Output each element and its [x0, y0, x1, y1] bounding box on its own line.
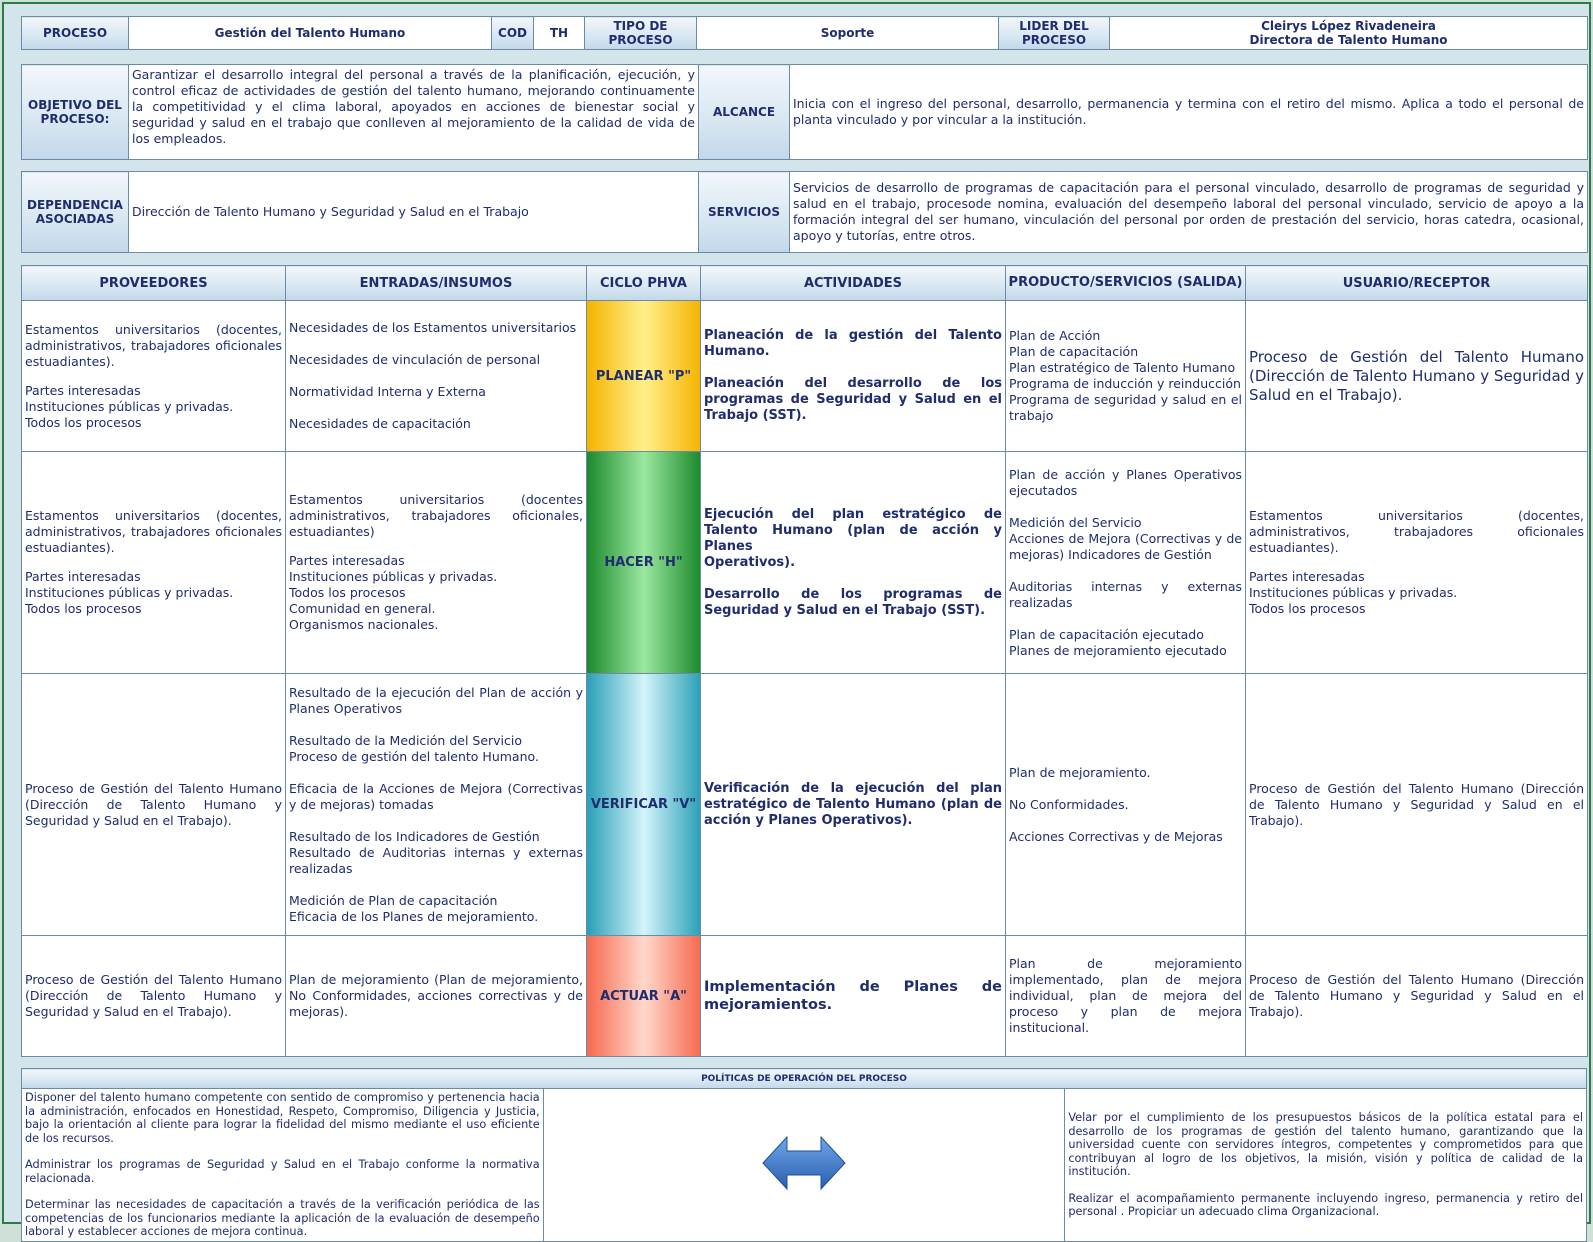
- text-line: Normatividad Interna y Externa: [289, 384, 486, 399]
- dependencia-text: Dirección de Talento Humano y Seguridad y Salud en el Trabajo: [129, 172, 699, 253]
- planear-usuario: Proceso de Gestión del Talento Humano (Dirección de Talento Humano y Seguridad y Salud en el Trabajo).: [1246, 301, 1588, 452]
- objetivo-text: Garantizar el desarrollo integral del personal a través de la planificación, ejecución, y control eficaz de actividades de gestión del talento humano, mejorando continuamente la competitividad y el clima laboral, apoyados en acciones de bienestar social y seguridad y salud en el trabajo que conlleven al mejoramiento de la calidad de vida de los empleados.: [129, 65, 699, 160]
- row-actuar: [22, 936, 1588, 1057]
- hacer-entradas: [286, 452, 587, 674]
- text-line: Determinar las necesidades de capacitación a través de la verificación periódica de las competencias de los funcionarios mediante la aplicación de la evaluación de desempeño laboral y establecer acciones de mejora continua.: [25, 1198, 540, 1238]
- text-line: Plan de capacitación ejecutado: [1009, 626, 1204, 642]
- politicas-title: POLÍTICAS DE OPERACIÓN DEL PROCESO: [22, 1069, 1587, 1089]
- verificar-actividades: Verificación de la ejecución del plan estratégico de Talento Humano (plan de acción y Planes Operativos).: [701, 674, 1006, 936]
- text-line: Velar por el cumplimiento de los presupuestos básicos de la política estatal para el desarrollo de los programas de gestión del talento humano, garantizando que la universidad cuente con servidores íntegros, competentes y comprometidos para que contribuyan al logro de los objetivos, la misión, visión y política de calidad de la institución.: [1068, 1111, 1583, 1178]
- double-arrow-icon: [543, 1089, 1065, 1242]
- lider-cell: [1110, 17, 1588, 50]
- objetivo-label: OBJETIVO DEL PROCESO:: [22, 65, 129, 160]
- hacer-producto: [1006, 452, 1246, 674]
- actuar-producto: Plan de mejoramiento implementado, plan de mejora individual, plan de mejora del proceso y plan de mejora institucional.: [1006, 936, 1246, 1057]
- text-line: Todos los procesos: [25, 601, 142, 616]
- text-line: Partes interesadas: [25, 569, 141, 584]
- row-hacer: [22, 452, 1588, 674]
- text-line: Instituciones públicas y privadas.: [25, 585, 234, 600]
- col-usuario: USUARIO/RECEPTOR: [1246, 266, 1588, 301]
- planear-entradas: [286, 301, 587, 452]
- text-line: Estamentos universitarios (docentes, administrativos, trabajadores oficionales estuadiantes).: [25, 508, 282, 555]
- text-line: No Conformidades.: [1009, 796, 1129, 812]
- text-line: Instituciones públicas y privadas.: [289, 569, 498, 584]
- text-line: Eficacia de la Acciones de Mejora (Correctivas y de mejoras) tomadas: [289, 780, 583, 812]
- col-producto: PRODUCTO/SERVICIOS (SALIDA): [1006, 266, 1246, 301]
- text-line: Todos los procesos: [25, 414, 142, 430]
- verificar-proveedores: Proceso de Gestión del Talento Humano (Dirección de Talento Humano y Seguridad y Salud en el Trabajo).: [22, 674, 286, 936]
- text-line: Eficacia de los Planes de mejoramiento.: [289, 908, 539, 924]
- row-verificar: [22, 674, 1588, 936]
- hacer-proveedores: [22, 452, 286, 674]
- text-line: Plan de capacitación: [1009, 344, 1139, 359]
- col-proveedores: PROVEEDORES: [22, 266, 286, 301]
- verificar-producto: [1006, 674, 1246, 936]
- actuar-usuario: Proceso de Gestión del Talento Humano (Dirección de Talento Humano y Seguridad y Salud en el Trabajo).: [1246, 936, 1588, 1057]
- dependencia-table: [21, 171, 1588, 253]
- text-line: Todos los procesos: [289, 585, 406, 600]
- actuar-actividades: Implementación de Planes de mejoramientos.: [701, 936, 1006, 1057]
- col-ciclo: CICLO PHVA: [587, 266, 701, 301]
- hacer-usuario: [1246, 452, 1588, 674]
- text-line: Disponer del talento humano competente con sentido de compromiso y pertenencia hacia la administración, enfocados en Honestidad, Respeto, Compromiso, Diligencia y Justicia, bajo la orientación al cliente para lograr la fidelidad del mismo mediante el uso eficiente de los recursos.: [25, 1091, 540, 1145]
- text-line: Programa de seguridad y salud en el trabajo: [1009, 392, 1242, 423]
- text-line: Plan de Acción: [1009, 328, 1101, 343]
- dependencia-label: DEPENDENCIA ASOCIADAS: [22, 172, 129, 253]
- text-line: Acciones de Mejora (Correctivas y de mejoras) Indicadores de Gestión: [1009, 530, 1242, 562]
- text-line: Partes interesadas: [1249, 569, 1365, 584]
- text-line: Operativos).: [704, 554, 796, 570]
- text-line: Realizar el acompañamiento permanente incluyendo ingreso, permanencia y retiro del personal . Propiciar un adecuado clima Organizacional.: [1068, 1191, 1583, 1218]
- alcance-text: Inicia con el ingreso del personal, desarrollo, permanencia y termina con el retiro del mismo. Aplica a todo el personal de planta vinculado y por vincular a la institución.: [790, 65, 1588, 160]
- text-line: Necesidades de capacitación: [289, 416, 471, 431]
- text-line: Estamentos universitarios (docentes administrativos, trabajadores oficionales, estuadiantes): [289, 492, 583, 539]
- text-line: Programa de inducción y reinducción: [1009, 376, 1241, 391]
- text-line: Ejecución del plan estratégico de Talento Humano (plan de acción y Planes: [704, 506, 1002, 554]
- double-arrow-icon-svg: [761, 1133, 847, 1193]
- ciclo-planear: PLANEAR "P": [587, 301, 701, 452]
- politicas-right: [1065, 1089, 1587, 1242]
- text-line: Partes interesadas: [25, 382, 141, 398]
- text-line: Necesidades de vinculación de personal: [289, 352, 541, 367]
- text-line: Planes de mejoramiento ejecutado: [1009, 642, 1227, 658]
- lider-role: Directora de Talento Humano: [1249, 33, 1448, 47]
- ciclo-hacer: HACER "H": [587, 452, 701, 674]
- text-line: Resultado de Auditorias internas y externas realizadas: [289, 844, 583, 876]
- text-line: Todos los procesos: [1249, 601, 1366, 616]
- col-actividades: ACTIVIDADES: [701, 266, 1006, 301]
- planear-proveedores: [22, 301, 286, 452]
- actuar-entradas: Plan de mejoramiento (Plan de mejoramiento, No Conformidades, acciones correctivas y de mejoras).: [286, 936, 587, 1057]
- text-line: Organismos nacionales.: [289, 617, 439, 632]
- text-line: Acciones Correctivas y de Mejoras: [1009, 828, 1223, 844]
- servicios-text: Servicios de desarrollo de programas de capacitación para el personal vinculado, desarrollo de programas de seguridad y salud en el trabajo, procesode nomina, evaluación del desempeño laboral del personal vinculado, servicio de apoyo a la formación integral del ser humano, vinculación del personal por orden de prestación del servicio, horas catedra, ocasional, apoyo y tutorías, entre otros.: [790, 172, 1588, 253]
- text-line: Planeación del desarrollo de los programas de Seguridad y Salud en el Trabajo (SST).: [704, 376, 1002, 423]
- col-entradas: ENTRADAS/INSUMOS: [286, 266, 587, 301]
- text-line: Instituciones públicas y privadas.: [25, 398, 234, 414]
- text-line: Estamentos universitarios (docentes, administrativos, trabajadores oficionales estuadiantes).: [25, 321, 282, 369]
- text-line: Necesidades de los Estamentos universitarios: [289, 320, 577, 335]
- text-line: Instituciones públicas y privadas.: [1249, 585, 1458, 600]
- lider-name: Cleirys López Rivadeneira: [1261, 19, 1436, 33]
- tipo-label: TIPO DE PROCESO: [585, 17, 697, 50]
- text-line: Medición del Servicio: [1009, 514, 1142, 530]
- text-line: Auditorias internas y externas realizadas: [1009, 578, 1242, 610]
- lider-label: LIDER DEL PROCESO: [999, 17, 1110, 50]
- verificar-entradas: [286, 674, 587, 936]
- ciclo-verificar: VERIFICAR "V": [587, 674, 701, 936]
- text-line: Planeación de la gestión del Talento Humano.: [704, 328, 1002, 359]
- text-line: Comunidad en general.: [289, 601, 436, 616]
- ciclo-actuar: ACTUAR "A": [587, 936, 701, 1057]
- text-line: Plan de mejoramiento.: [1009, 764, 1151, 780]
- tipo-value: Soporte: [697, 17, 999, 50]
- text-line: Desarrollo de los programas de Seguridad y Salud en el Trabajo (SST).: [704, 586, 1002, 618]
- text-line: Resultado de los Indicadores de Gestión: [289, 828, 540, 844]
- text-line: Administrar los programas de Seguridad y Salud en el Trabajo conforme la normativa relacionada.: [25, 1158, 540, 1185]
- phva-table: [21, 265, 1588, 1057]
- planear-actividades: [701, 301, 1006, 452]
- politicas-left: [22, 1089, 544, 1242]
- text-line: Resultado de la Medición del Servicio: [289, 732, 523, 748]
- cod-value: TH: [534, 17, 585, 50]
- text-line: Plan de acción y Planes Operativos ejecutados: [1009, 466, 1242, 498]
- text-line: Resultado de la ejecución del Plan de acción y Planes Operativos: [289, 684, 583, 716]
- text-line: Plan estratégico de Talento Humano: [1009, 360, 1236, 375]
- actuar-proveedores: Proceso de Gestión del Talento Humano (Dirección de Talento Humano y Seguridad y Salud en el Trabajo).: [22, 936, 286, 1057]
- alcance-label: ALCANCE: [699, 65, 790, 160]
- proceso-value: Gestión del Talento Humano: [129, 17, 492, 50]
- objetivo-table: [21, 64, 1588, 160]
- verificar-usuario: Proceso de Gestión del Talento Humano (Dirección de Talento Humano y Seguridad y Salud en el Trabajo).: [1246, 674, 1588, 936]
- proceso-label: PROCESO: [22, 17, 129, 50]
- hacer-actividades: [701, 452, 1006, 674]
- text-line: Estamentos universitarios (docentes, administrativos, trabajadores oficionales estuadiantes).: [1249, 508, 1584, 555]
- text-line: Proceso de gestión del talento Humano.: [289, 748, 539, 764]
- text-line: Medición de Plan de capacitación: [289, 892, 498, 908]
- politicas-table: [21, 1068, 1587, 1242]
- servicios-label: SERVICIOS: [699, 172, 790, 253]
- planear-producto: [1006, 301, 1246, 452]
- text-line: Partes interesadas: [289, 553, 405, 568]
- header-table: [21, 16, 1588, 50]
- cod-label: COD: [492, 17, 534, 50]
- row-planear: [22, 301, 1588, 452]
